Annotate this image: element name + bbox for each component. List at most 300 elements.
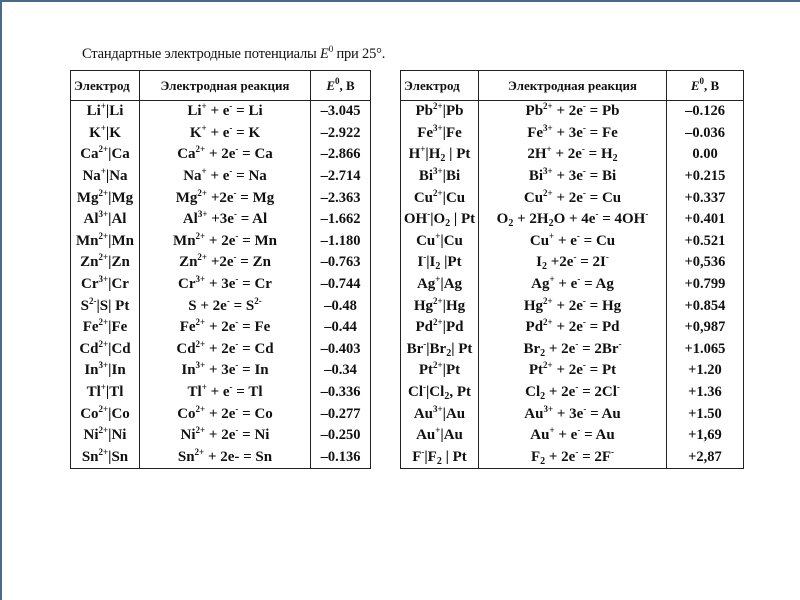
reaction-superscript: 2+ [195,317,206,328]
table-row [401,209,744,231]
reaction-text: = 2Cl [578,384,617,401]
electrode-text: | Pt [445,146,471,163]
reaction-cell [479,231,667,253]
reaction-superscript: - [582,295,586,306]
electrode-superscript: + [100,382,106,393]
reaction-text: O + 4e [553,211,596,228]
electrode-text: |Li [105,103,124,120]
reaction-text: O [496,211,509,228]
potential-value: +0.799 [667,274,744,296]
reaction-text: + 2e [552,103,583,120]
table-row [401,425,744,447]
reaction-text: + 3e [553,405,584,422]
electrode-superscript: 2+ [98,230,109,241]
potential-value: +2,87 [667,447,744,469]
electrode-text: |Mn [108,232,134,249]
potential-value: –1.180 [311,231,371,253]
reaction-subscript: 2 [540,455,546,467]
electrode-cell [401,231,479,253]
electrode-cell [71,209,140,231]
electrode-subscript: 2 [446,347,452,359]
reaction-text: + 3e [205,362,236,379]
reaction-text: Tl [187,384,202,401]
electrode-cell [71,231,140,253]
potential-value: –2.714 [311,166,371,188]
table-row [71,123,371,145]
potential-value: –0.036 [667,123,744,145]
reaction-superscript: - [576,230,580,241]
electrode-text: |Ca [108,146,130,163]
reaction-text: +2e [546,254,574,271]
caption-tail: при 25°. [333,46,386,62]
reaction-text: +3e [207,211,234,228]
reaction-text: Pt [528,362,544,379]
reaction-text: + 3e [552,124,583,141]
caption-e-superscript: 0 [328,44,334,54]
reaction-text: Cr [178,276,196,293]
reaction-text: + 2e [552,362,583,379]
electrode-text: |In [108,362,126,379]
reaction-superscript: - [235,317,239,328]
electrode-text: |S| Pt [96,297,130,314]
electrode-subscript: 2 [440,153,446,165]
reaction-superscript: - [235,274,239,285]
reaction-superscript: + [549,274,555,285]
reaction-text: = 2Br [578,340,619,357]
reaction-text: Ca [177,146,196,163]
reaction-superscript: 2+ [543,101,553,112]
header-electrode: Электрод [401,71,479,101]
electrode-text: | Pt [441,448,467,465]
electrode-cell [401,144,479,166]
reaction-text: F [530,448,541,465]
reaction-text: = Au [580,427,615,444]
reaction-text: Cl [525,384,541,401]
reaction-text: + e [206,384,230,401]
table-row [71,101,371,123]
reaction-cell [140,231,311,253]
reaction-superscript: - [605,252,609,263]
electrode-cell [401,274,479,296]
electrode-text: Pb [415,103,434,120]
reaction-text: Al [182,211,198,228]
header-reaction: Электродная реакция [479,71,667,101]
reaction-superscript: - [575,338,579,349]
reaction-cell [140,447,311,469]
reaction-text: + e [554,232,577,249]
header-e-symbol: E [690,77,700,93]
electrode-text: Mn [76,232,99,249]
reaction-superscript: - [575,446,579,457]
electrode-text: |Pt [440,254,462,271]
reaction-superscript: - [226,295,230,306]
potential-value: 0.00 [667,144,744,166]
reaction-text: + 2H [513,211,549,228]
electrode-text: | Pt [450,211,476,228]
table-row [71,382,371,404]
electrode-text: Ca [80,146,99,163]
electrode-text: Hg [413,297,434,314]
electrode-text: |Ni [108,427,127,444]
electrode-superscript: 3+ [98,274,109,285]
reaction-cell [140,123,311,145]
reaction-text: K [189,124,202,141]
potential-value: –2.363 [311,187,371,209]
electrode-text: Pt [418,362,434,379]
reaction-text: 2H [527,146,547,163]
reaction-subscript: 2 [548,218,554,230]
electrode-cell [71,144,140,166]
reaction-subscript: 2 [540,391,546,403]
reaction-text: = Au [586,405,621,422]
electrode-cell [71,339,140,361]
reaction-text: = Zn [236,254,271,271]
reaction-superscript: 2+ [194,446,205,457]
electrode-superscript: + [435,274,441,285]
table-row [401,252,744,274]
electrode-subscript: 2 [444,391,450,403]
electrode-text: Mg [76,189,99,206]
reaction-superscript: + [201,122,207,133]
reaction-text: + 2e [205,405,236,422]
reaction-text: + 3e [552,168,583,185]
header-potential [667,71,744,101]
reaction-cell [479,274,667,296]
table-row [401,382,744,404]
electrode-superscript: + [420,144,426,155]
electrode-text: |Bi [442,168,461,185]
reaction-superscript: 2+ [543,317,553,328]
electrode-superscript: - [423,338,427,349]
electrode-text: , Pt [449,384,471,401]
electrode-cell [401,252,479,274]
electrode-cell [71,252,140,274]
electrode-text: |H [425,146,441,163]
reaction-cell [479,317,667,339]
potential-value: +0.337 [667,187,744,209]
reaction-superscript: - [645,209,649,220]
electrode-cell [401,360,479,382]
reaction-text: + 2e [552,297,583,314]
reaction-cell [479,166,667,188]
electrode-text: OH [403,211,428,228]
electrode-superscript: + [100,101,106,112]
table-row [71,209,371,231]
electrode-text: |F [424,448,437,465]
reaction-text: = Cr [238,276,272,293]
reaction-superscript: - [577,274,581,285]
potential-value: +0.215 [667,166,744,188]
reaction-superscript: - [595,209,599,220]
electrode-text: Cr [81,276,99,293]
potential-value: +0,536 [667,252,744,274]
reaction-cell [479,382,667,404]
potential-value: –0.277 [311,403,371,425]
reaction-text: + e [206,168,230,185]
table-row [71,274,371,296]
electrode-text: Bi [418,168,434,185]
table-row [401,166,744,188]
reaction-text: = Bi [585,168,617,185]
electrode-text: Au [413,405,434,422]
potential-value: +0.401 [667,209,744,231]
electrode-text: In [84,362,99,379]
reaction-superscript: + [549,230,555,241]
electrode-superscript: 3+ [433,122,443,133]
electrode-superscript: 2+ [98,252,109,263]
header-reaction: Электродная реакция [140,71,311,101]
electrode-superscript: - [421,446,425,457]
header-e-unit: , В [339,77,355,93]
caption-e-symbol: E [320,46,329,62]
electrode-text: Al [83,211,99,228]
electrode-text: |Au [442,405,466,422]
reaction-cell [479,295,667,317]
reaction-superscript: + [201,166,207,177]
electrode-text: |Hg [442,297,466,314]
electrode-text: |Zn [108,254,130,271]
table-row [401,339,744,361]
potential-value: +0,987 [667,317,744,339]
reaction-text: S + 2e [188,297,227,314]
reaction-text: Cu [523,189,544,206]
electrode-text: |Na [105,168,128,185]
electrode-text: Na [82,168,101,185]
electrode-text: Fe [417,124,434,141]
reaction-cell [479,252,667,274]
electrode-text: Co [80,405,99,422]
reaction-superscript: - [229,122,233,133]
reaction-text: + e [206,124,230,141]
table-row [401,144,744,166]
electrode-text: Br [406,340,424,357]
reaction-cell [479,123,667,145]
electrode-superscript: 2+ [98,338,109,349]
reaction-subscript: 2 [540,347,546,359]
reaction-text: + e [206,103,230,120]
table-row [71,295,371,317]
electrode-text: Zn [80,254,99,271]
electrode-text: |Co [108,405,130,422]
reaction-text: + 2e [205,232,236,249]
electrode-superscript: 2+ [433,360,443,371]
reaction-text: = Co [238,405,273,422]
reaction-text: Bi [528,168,544,185]
reaction-superscript: 3+ [543,122,553,133]
electrode-superscript: 2+ [98,403,109,414]
reaction-text: = H [584,146,613,163]
electrode-text: K [89,124,101,141]
electrode-superscript: 2+ [98,187,109,198]
reaction-text: + 2e [205,319,236,336]
slide-frame-top [0,0,800,2]
electrode-superscript: 2+ [433,317,443,328]
reaction-text: Au [530,427,550,444]
electrode-cell [71,382,140,404]
electrode-cell [71,123,140,145]
electrode-cell [401,209,479,231]
electrode-cell [401,187,479,209]
reaction-superscript: - [235,403,239,414]
electrode-text: |Fe [108,319,128,336]
reaction-superscript: 3+ [195,274,206,285]
electrode-cell [401,382,479,404]
reaction-superscript: 2+ [195,403,206,414]
electrode-superscript: - [423,252,427,263]
reaction-superscript: - [575,382,579,393]
potential-value: –0.44 [311,317,371,339]
reaction-text: Zn [179,254,198,271]
electrode-text: Fe [82,319,99,336]
reaction-text: = Cd [238,340,274,357]
table-caption [82,46,385,63]
potential-value: +1.20 [667,360,744,382]
reaction-superscript: 2+ [543,295,553,306]
reaction-superscript: - [582,317,586,328]
reaction-superscript: + [549,425,555,436]
reaction-superscript: - [583,403,587,414]
electrode-superscript: 2+ [433,295,443,306]
reaction-text: Ag [531,276,550,293]
table-row [71,231,371,253]
reaction-text: = Li [232,103,263,120]
reaction-cell [140,317,311,339]
reaction-cell [479,447,667,469]
electrode-superscript: - [423,382,426,393]
reaction-cell [479,209,667,231]
electrode-superscript: + [100,166,106,177]
reaction-superscript: 2- [254,295,262,306]
electrode-cell [401,101,479,123]
electrode-cell [401,339,479,361]
reaction-text: + 2e [552,189,583,206]
table-row [401,360,744,382]
electrode-text: Li [86,103,101,120]
electrode-text: F [412,448,422,465]
reaction-superscript: + [201,101,207,112]
electrode-superscript: + [100,122,106,133]
table-body-right [401,101,744,469]
table-row [401,274,744,296]
electrode-superscript: 2+ [98,446,109,457]
reaction-superscript: 2+ [195,144,206,155]
reaction-text: + 2e [205,146,236,163]
table-row [71,360,371,382]
electrode-subscript: 2 [445,218,451,230]
potential-value: +1.50 [667,403,744,425]
table-row [71,166,371,188]
electrode-cell [71,360,140,382]
table-body-left [71,101,371,469]
potential-value: –0.744 [311,274,371,296]
electrode-subscript: 2 [435,261,441,273]
reaction-superscript: 3+ [543,403,554,414]
electrode-text: Ag [416,276,436,293]
reaction-text: + 2e- = Sn [204,448,273,465]
caption-text: Стандартные электродные потенциалы [82,46,321,62]
reaction-text: = Mn [238,232,277,249]
reaction-superscript: 3+ [197,209,208,220]
reaction-subscript: 2 [612,153,618,165]
electrode-text: |Cu [440,232,463,249]
electrode-cell [71,101,140,123]
table-row [401,123,744,145]
reaction-superscript: + [546,144,552,155]
reaction-text: = 4OH [598,211,646,228]
electrode-cell [401,425,479,447]
electrode-cell [401,166,479,188]
potential-value: –1.662 [311,209,371,231]
electrode-text: |O [430,211,446,228]
reaction-text: = Al [236,211,268,228]
reaction-text: = Pd [585,319,620,336]
reaction-superscript: - [618,338,622,349]
reaction-text: Fe [179,319,196,336]
reaction-text: = Fe [585,124,618,141]
reaction-superscript: - [235,144,239,155]
reaction-text: + 2e [545,340,576,357]
table-row [71,144,371,166]
reaction-superscript: - [581,144,585,155]
table-row [71,447,371,469]
electrode-cell [401,295,479,317]
electrode-superscript: 3+ [433,166,443,177]
reaction-subscript: 2 [541,261,547,273]
electrode-text: Cl [408,384,423,401]
potential-value: –0.763 [311,252,371,274]
reaction-cell [140,209,311,231]
reaction-cell [479,101,667,123]
reaction-text: = K [232,124,261,141]
reaction-superscript: - [229,382,233,393]
potential-value: –2.922 [311,123,371,145]
electrode-text: |Cu [442,189,466,206]
reaction-cell [140,101,311,123]
reaction-superscript: - [582,187,586,198]
reaction-text: Pd [525,319,544,336]
reaction-text: = Ni [238,427,270,444]
electrode-cell [71,295,140,317]
reaction-text: Cu [529,232,550,249]
reaction-superscript: 2+ [197,187,208,198]
header-e-symbol: E [326,77,335,93]
reaction-cell [140,425,311,447]
potentials-table-right [400,70,744,469]
electrode-text: Cu [416,232,436,249]
reaction-cell [140,403,311,425]
reaction-text: = Pt [585,362,617,379]
header-e-superscript: 0 [335,75,340,86]
reaction-text: + 3e [205,276,236,293]
reaction-superscript: - [582,122,586,133]
reaction-superscript: 2+ [195,230,206,241]
electrode-text: H [408,146,421,163]
electrode-superscript: 3+ [98,360,109,371]
electrode-text: S [80,297,89,314]
reaction-superscript: - [582,360,586,371]
reaction-superscript: - [229,166,233,177]
reaction-cell [479,339,667,361]
reaction-cell [479,425,667,447]
slide-frame-left [0,0,2,600]
reaction-cell [140,274,311,296]
potential-value: –0.34 [311,360,371,382]
table-row [71,425,371,447]
reaction-text: = Fe [238,319,271,336]
electrode-text: |Pd [442,319,464,336]
reaction-text: = Ca [238,146,273,163]
electrode-text: |Tl [105,384,124,401]
